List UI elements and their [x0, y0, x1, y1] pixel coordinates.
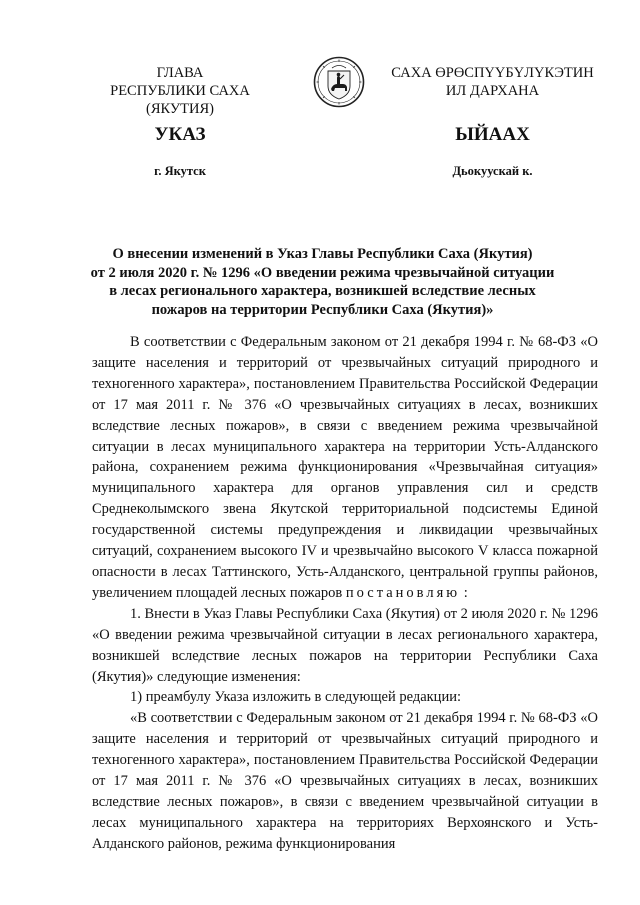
coat-of-arms-icon	[313, 56, 365, 108]
issuer-title-ru: ГЛАВА	[156, 65, 204, 81]
decree-title-line: О внесении изменений в Указ Главы Республики Саха (Якутия)	[112, 246, 533, 262]
issuer-republic-sah: САХА ӨРӨСПҮҮБҮЛҮКЭТИН	[391, 65, 594, 81]
decree-body	[92, 332, 598, 855]
preamble-end: :	[463, 584, 468, 601]
issuer-republic-ru: РЕСПУБЛИКИ САХА (ЯКУТИЯ)	[110, 83, 250, 117]
issuer-header-ru	[80, 64, 280, 118]
decree-title	[90, 245, 555, 319]
amendment-subitem-1: 1) преамбулу Указа изложить в следующей редакции:	[130, 689, 461, 706]
decree-word: постановляю	[345, 584, 461, 601]
amendment-item-1: 1. Внести в Указ Главы Республики Саха (Якутия) от 2 июля 2020 г. № 1296 «О введении режима чрезвычайной ситуации в лесах регионального характера, возникшей вследствие лесных пожаров на территории Республики Саха (Якутия)» следующие изменения:	[92, 605, 598, 685]
place-ru: г. Якутск	[154, 164, 206, 178]
new-preamble-quote: «В соответствии с Федеральным законом от 21 декабря 1994 г. № 68-ФЗ «О защите населения и территорий от чрезвычайных ситуаций природного и техногенного характера», постановлением Правительства Российской Федерации от 17 мая 2011 г. № 376 «О чрезвычайных ситуациях в лесах, возникших вследствие лесных пожаров», в связи с введением чрезвычайной ситуации в лесах муниципального характера на территориях Верхоянского и Усть-Алданского районов, режима функционирования	[92, 710, 598, 852]
place-sah: Дьокуускай к.	[452, 164, 533, 178]
preamble-paragraph	[92, 332, 598, 604]
preamble-text: В соответствии с Федеральным законом от 21 декабря 1994 г. № 68-ФЗ «О защите населения и территорий от чрезвычайных ситуаций природного и техногенного характера», постановлением Правительства Российской Федерации от 17 мая 2011 г. № 376 «О чрезвычайных ситуациях в лесах, возникших вследствие лесных пожаров», в связи с введением режима чрезвычайной ситуации в лесах муниципального характера на территории Усть-Алданского района, сохранением режима функционирования «Чрезвычайная ситуация» муниципального характера для органов управления сил и средств Среднеколымского звена Якутской территориальной подсистемы Единой государственной системы предупреждения и ликвидации чрезвычайных ситуаций, сохранением высокого IV и чрезвычайно высокого V класса пожарной опасности в лесах Таттинского, Усть-Алданского, центральной группы районов, увеличением площадей лесных пожаров	[92, 334, 598, 601]
doc-type-ru: УКАЗ	[154, 124, 206, 145]
decree-title-line: пожаров на территории Республики Саха (Якутия)»	[151, 301, 494, 318]
decree-title-line: в лесах регионального характера, возникшей вследствие лесных	[109, 283, 536, 299]
issuer-title-sah: ИЛ ДАРХАНА	[445, 83, 540, 99]
doc-type-sah: ЫЙААХ	[455, 124, 530, 145]
decree-title-line: от 2 июля 2020 г. № 1296 «О введении режима чрезвычайной ситуации	[90, 264, 555, 281]
issuer-header-sah	[385, 64, 600, 100]
